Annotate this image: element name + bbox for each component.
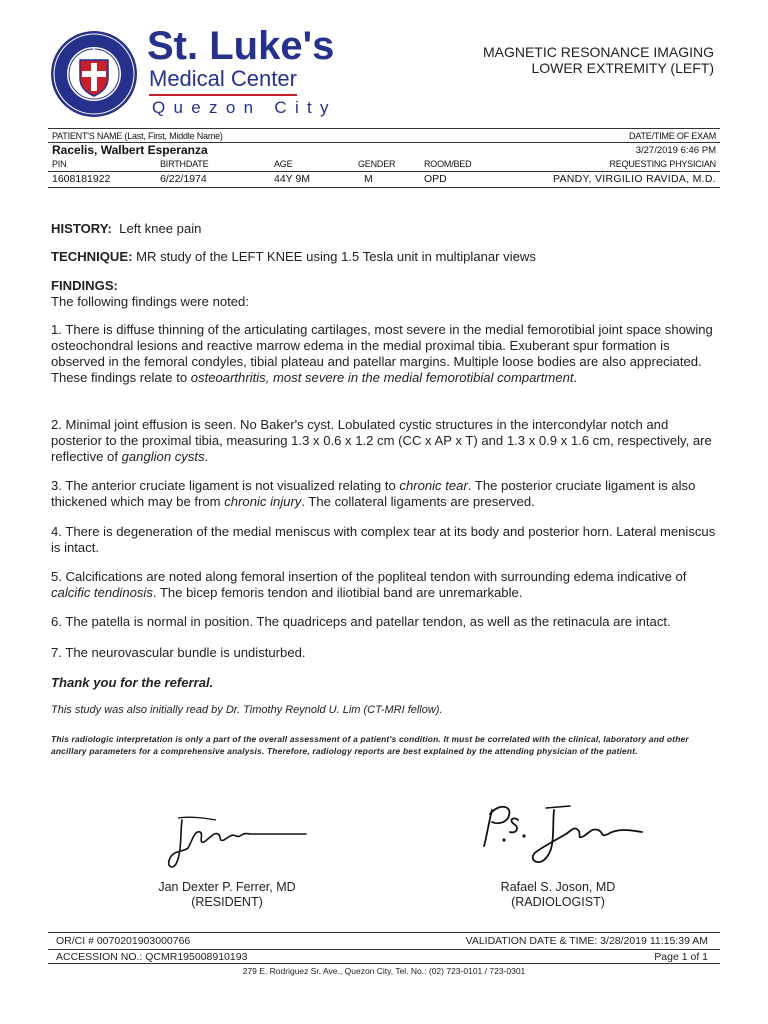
finding-3 <box>51 478 719 510</box>
initial-read-note: This study was also initially read by Dr. Timothy Reynold U. Lim (CT-MRI fellow). <box>51 704 443 716</box>
finding-1-diagnosis: osteoarthritis, most severe in the medial femorotibial compartment <box>190 370 574 385</box>
finding-1-text: 1. There is diffuse thinning of the articulating cartilages, most severe in the medial femorotibial joint space showing osteochondral lesions and reactive marrow edema in the medial proximal tibia. Exuberant spur formation is observed in the femoral condyles, tibial plateau and patellar margins. Multiple loose bodies are also appreciated. These findings relate to <box>51 322 713 385</box>
finding-7: 7. The neurovascular bundle is undisturbed. <box>51 645 306 660</box>
finding-2-diagnosis: ganglion cysts <box>121 449 205 464</box>
table-rule <box>48 187 720 188</box>
finding-5-end: . The bicep femoris tendon and iliotibial band are unremarkable. <box>152 585 523 600</box>
finding-3-text-2: . The posterior cruciate ligament is also thickened which may be from <box>51 478 696 509</box>
pin-label: PIN <box>52 159 67 169</box>
footer-rule <box>48 963 720 964</box>
requesting-physician-label: REQUESTING PHYSICIAN <box>609 159 716 169</box>
brand-name: St. Luke's <box>147 24 335 68</box>
or-ci-number: OR/CI # 0070201903000766 <box>56 935 191 947</box>
room-bed-label: ROOM/BED <box>424 159 472 169</box>
finding-5 <box>51 569 719 601</box>
birthdate-value: 6/22/1974 <box>160 173 207 185</box>
finding-2-text: 2. Minimal joint effusion is seen. No Baker's cyst. Lobulated cystic structures in the intercondylar notch and posterior to the proximal tibia, measuring 1.3 x 0.6 x 1.2 cm (CC x AP x T) and 1.3 x 0.9 x 1.6 cm, respectively, are reflective of <box>51 417 712 464</box>
radiologist-name: Rafael S. Joson, MD <box>500 880 616 894</box>
exam-datetime-label: DATE/TIME OF EXAM <box>629 131 716 141</box>
finding-3-diagnosis: chronic tear <box>399 478 468 493</box>
footer-rule <box>48 932 720 933</box>
patient-name: Racelis, Walbert Esperanza <box>52 143 208 157</box>
history-label: HISTORY: <box>51 221 112 236</box>
finding-3-diagnosis-2: chronic injury <box>224 494 302 509</box>
findings-label: FINDINGS: <box>51 278 118 293</box>
finding-1-end: . <box>573 370 578 385</box>
finding-3-text: 3. The anterior cruciate ligament is not visualized relating to <box>51 478 400 493</box>
validation-datetime: VALIDATION DATE & TIME: 3/28/2019 11:15:39 AM <box>465 935 708 947</box>
room-bed-value: OPD <box>424 173 447 185</box>
hospital-address: 279 E. Rodriguez Sr. Ave., Quezon City, Tel. No.: (02) 723-0101 / 723-0301 <box>242 966 526 976</box>
finding-3-end: . The collateral ligaments are preserved. <box>301 494 535 509</box>
finding-6: 6. The patella is normal in position. The quadriceps and patellar tendon, as well as the retinacula are intact. <box>51 614 671 629</box>
requesting-physician-value: PANDY, VIRGILIO RAVIDA, M.D. <box>552 173 716 185</box>
brand-subtitle: Medical Center <box>149 66 297 91</box>
finding-2 <box>51 417 719 465</box>
patient-name-label: PATIENT'S NAME (Last, First, Middle Name) <box>52 131 223 141</box>
finding-1 <box>51 322 719 386</box>
exam-title-line-2: LOWER EXTREMITY (LEFT) <box>531 60 714 76</box>
finding-5-text: 5. Calcifications are noted along femoral insertion of the popliteal tendon with surrounding edema indicative of <box>51 569 687 584</box>
resident-name: Jan Dexter P. Ferrer, MD <box>158 880 296 894</box>
history-section <box>51 221 719 237</box>
finding-5-diagnosis: calcific tendinosis <box>51 585 153 600</box>
table-rule <box>48 128 720 129</box>
thank-you-note: Thank you for the referral. <box>51 675 214 690</box>
exam-title <box>483 44 714 76</box>
page-number: Page 1 of 1 <box>654 951 708 963</box>
resident-role: (RESIDENT) <box>191 895 263 909</box>
brand-divider <box>149 94 297 96</box>
findings-heading <box>51 278 719 294</box>
brand-city: Quezon City <box>152 98 337 117</box>
hospital-seal-logo <box>50 30 138 118</box>
finding-2-end: . <box>204 449 209 464</box>
age-label: AGE <box>274 159 293 169</box>
exam-datetime: 3/27/2019 6:46 PM <box>635 145 716 156</box>
radiologist-role: (RADIOLOGIST) <box>511 895 605 909</box>
history-text: Left knee pain <box>119 221 202 236</box>
technique-label: TECHNIQUE: <box>51 249 133 264</box>
gender-label: GENDER <box>358 159 396 169</box>
technique-section <box>51 249 719 265</box>
footer-rule <box>48 949 720 950</box>
gender-value: M <box>364 173 373 185</box>
finding-4: 4. There is degeneration of the medial meniscus with complex tear at its body and posterior horn. Lateral meniscus is intact. <box>51 524 716 555</box>
birthdate-label: BIRTHDATE <box>160 159 209 169</box>
disclaimer: This radiologic interpretation is only a part of the overall assessment of a patient's condition. It must be correlated with the clinical, laboratory and other ancillary parameters for a comprehensive analysis. Therefore, radiology reports are best explained by the attending physician of the patient. <box>51 734 689 756</box>
table-rule <box>48 171 720 172</box>
technique-text: MR study of the LEFT KNEE using 1.5 Tesla unit in multiplanar views <box>136 249 536 264</box>
age-value: 44Y 9M <box>274 173 310 185</box>
radiologist-signature <box>470 796 650 876</box>
accession-number: ACCESSION NO.: QCMR195008910193 <box>56 951 248 963</box>
resident-signature <box>160 808 310 878</box>
patient-info-table <box>48 128 720 188</box>
pin-value: 1608181922 <box>52 173 111 185</box>
exam-title-line-1: MAGNETIC RESONANCE IMAGING <box>482 44 714 60</box>
findings-intro: The following findings were noted: <box>51 294 249 309</box>
